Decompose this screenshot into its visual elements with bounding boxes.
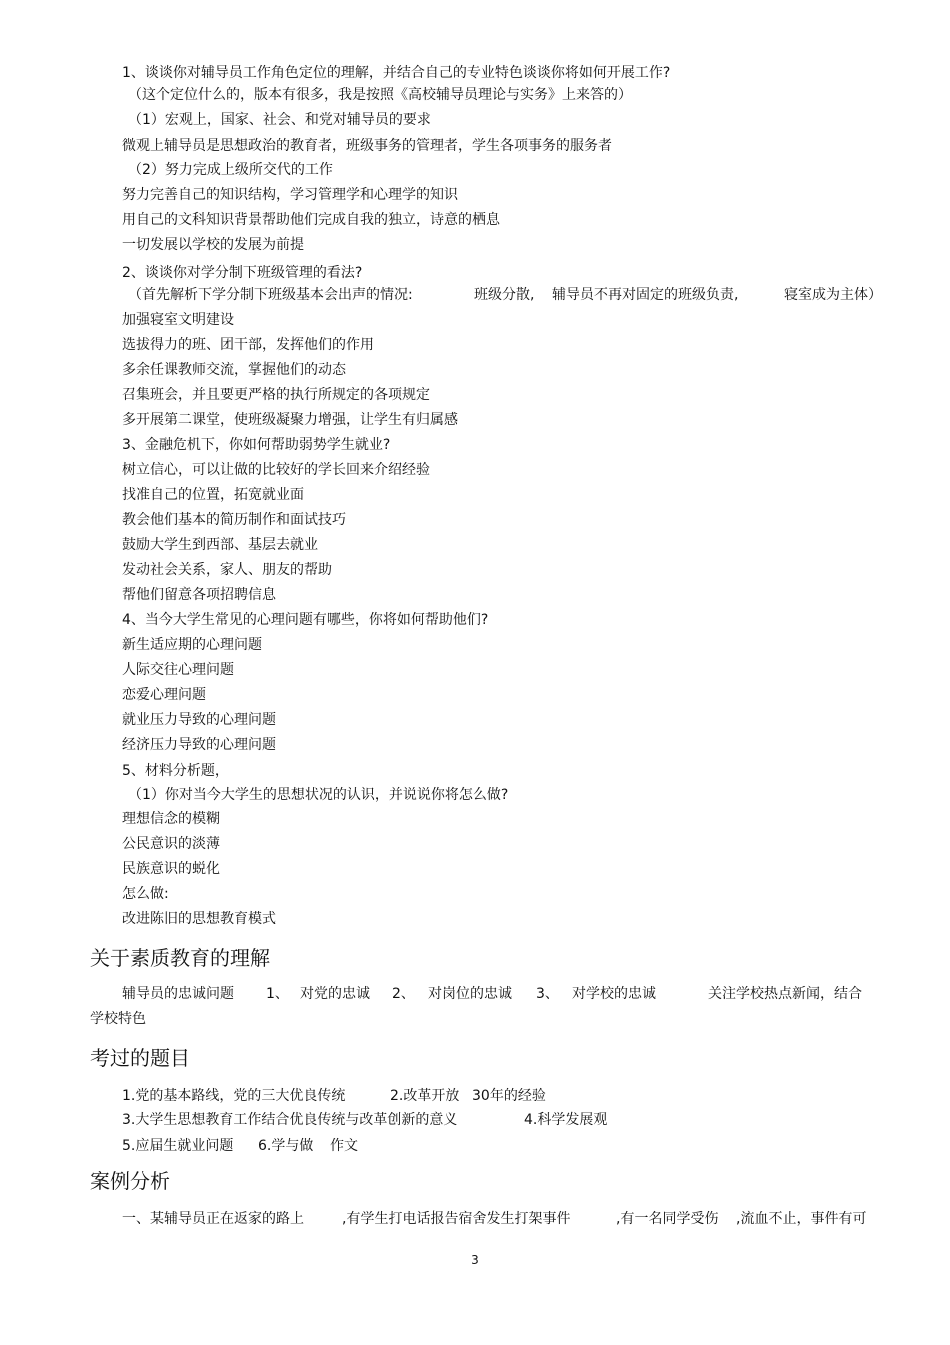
section-heading-exam: 考过的题目 bbox=[90, 1046, 190, 1070]
q2-title: 2、谈谈你对学分制下班级管理的看法? bbox=[122, 265, 363, 281]
q2-line: 多余任课教师交流，掌握他们的动态 bbox=[122, 362, 346, 378]
quality-part: 关注学校热点新闻，结合 bbox=[708, 986, 862, 1002]
q4-line: 经济压力导致的心理问题 bbox=[122, 737, 276, 753]
exam-item: 1.党的基本路线，党的三大优良传统 bbox=[122, 1088, 346, 1104]
q5-title: 5、材料分析题， bbox=[122, 763, 229, 779]
q3-line: 树立信心，可以让做的比较好的学长回来介绍经验 bbox=[122, 462, 430, 478]
quality-paragraph bbox=[122, 985, 882, 1003]
quality-part: 1、 bbox=[266, 986, 289, 1002]
exam-row bbox=[122, 1087, 822, 1105]
q4-line: 新生适应期的心理问题 bbox=[122, 637, 262, 653]
exam-row bbox=[122, 1111, 822, 1129]
q3-line: 发动社会关系，家人、朋友的帮助 bbox=[122, 562, 332, 578]
q2-line: 召集班会，并且要更严格的执行所规定的各项规定 bbox=[122, 387, 430, 403]
q1-title: 1、谈谈你对辅导员工作角色定位的理解，并结合自己的专业特色谈谈你将如何开展工作? bbox=[122, 65, 671, 81]
q4-line: 人际交往心理问题 bbox=[122, 662, 234, 678]
case-part: ,有学生打电话报告宿舍发生打架事件 bbox=[342, 1211, 571, 1227]
q2-note bbox=[128, 286, 888, 304]
exam-item: 5.应届生就业问题 bbox=[122, 1138, 234, 1154]
q1-line: （2）努力完成上级所交代的工作 bbox=[128, 162, 333, 178]
q3-title: 3、金融危机下，你如何帮助弱势学生就业? bbox=[122, 437, 391, 453]
q3-line: 帮他们留意各项招聘信息 bbox=[122, 587, 276, 603]
q2-note-part: （首先解析下学分制下班级基本会出声的情况: bbox=[128, 287, 413, 303]
exam-item: 3.大学生思想教育工作结合优良传统与改革创新的意义 bbox=[122, 1112, 458, 1128]
q4-title: 4、当今大学生常见的心理问题有哪些，你将如何帮助他们? bbox=[122, 612, 489, 628]
q5-line: 理想信念的模糊 bbox=[122, 811, 220, 827]
q1-line: 一切发展以学校的发展为前提 bbox=[122, 237, 304, 253]
exam-row bbox=[122, 1137, 822, 1155]
exam-item: 2.改革开放 bbox=[390, 1088, 460, 1104]
exam-item: 4.科学发展观 bbox=[524, 1112, 608, 1128]
q2-note-part: 寝室成为主体） bbox=[784, 287, 882, 303]
section-heading-quality: 关于素质教育的理解 bbox=[90, 946, 270, 970]
case-paragraph bbox=[122, 1210, 882, 1228]
quality-part: 对岗位的忠诚 bbox=[428, 986, 512, 1002]
q1-line: 微观上辅导员是思想政治的教育者，班级事务的管理者，学生各项事务的服务者 bbox=[122, 138, 612, 154]
exam-item: 6.学与做 bbox=[258, 1138, 314, 1154]
q3-line: 鼓励大学生到西部、基层去就业 bbox=[122, 537, 318, 553]
quality-part: 辅导员的忠诚问题 bbox=[122, 986, 234, 1002]
q1-note: （这个定位什么的，版本有很多，我是按照《高校辅导员理论与实务》上来答的） bbox=[128, 87, 632, 103]
q3-line: 找准自己的位置，拓宽就业面 bbox=[122, 487, 304, 503]
q4-line: 就业压力导致的心理问题 bbox=[122, 712, 276, 728]
q5-line: 怎么做: bbox=[122, 886, 169, 902]
q3-line: 教会他们基本的简历制作和面试技巧 bbox=[122, 512, 346, 528]
q2-note-part: 辅导员不再对固定的班级负责, bbox=[552, 287, 739, 303]
quality-part: 对学校的忠诚 bbox=[572, 986, 656, 1002]
q5-line: 民族意识的蜕化 bbox=[122, 861, 220, 877]
case-part: 一、某辅导员正在返家的路上 bbox=[122, 1211, 304, 1227]
q2-line: 多开展第二课堂，使班级凝聚力增强，让学生有归属感 bbox=[122, 412, 458, 428]
q1-line: （1）宏观上，国家、社会、和党对辅导员的要求 bbox=[128, 112, 431, 128]
case-part: ,有一名同学受伤 bbox=[616, 1211, 719, 1227]
q2-line: 加强寝室文明建设 bbox=[122, 312, 234, 328]
section-heading-case: 案例分析 bbox=[90, 1169, 170, 1193]
exam-item: 作文 bbox=[330, 1138, 358, 1154]
q5-line: 公民意识的淡薄 bbox=[122, 836, 220, 852]
q2-line: 选拔得力的班、团干部，发挥他们的作用 bbox=[122, 337, 374, 353]
q4-line: 恋爱心理问题 bbox=[122, 687, 206, 703]
q5-line: 改进陈旧的思想教育模式 bbox=[122, 911, 276, 927]
q5-sub: （1）你对当今大学生的思想状况的认识，并说说你将怎么做? bbox=[128, 787, 509, 803]
q1-line: 努力完善自己的知识结构，学习管理学和心理学的知识 bbox=[122, 187, 458, 203]
case-part: ,流血不止，事件有可 bbox=[736, 1211, 867, 1227]
quality-part: 3、 bbox=[536, 986, 559, 1002]
q2-note-part: 班级分散, bbox=[474, 287, 535, 303]
quality-continuation: 学校特色 bbox=[90, 1011, 146, 1027]
exam-item: 30年的经验 bbox=[472, 1088, 546, 1104]
q1-line: 用自己的文科知识背景帮助他们完成自我的独立，诗意的栖息 bbox=[122, 212, 500, 228]
page-number: 3 bbox=[471, 1253, 479, 1267]
quality-part: 对党的忠诚 bbox=[300, 986, 370, 1002]
quality-part: 2、 bbox=[392, 986, 415, 1002]
